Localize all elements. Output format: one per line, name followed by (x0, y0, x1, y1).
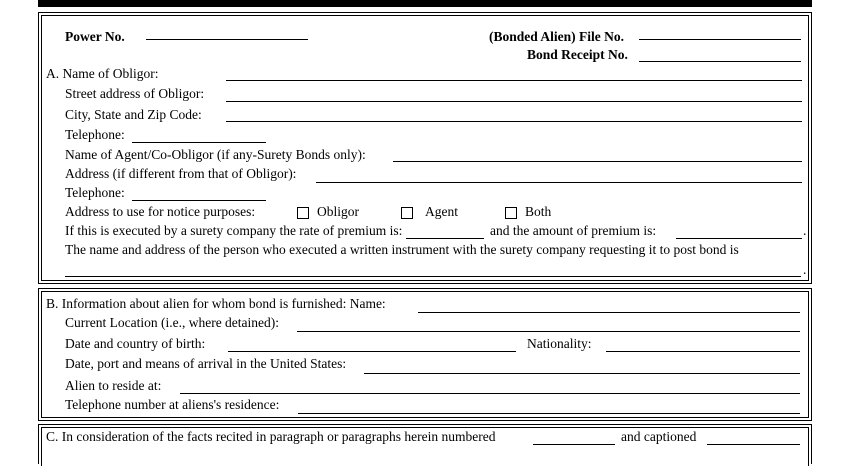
both-checkbox[interactable] (505, 207, 517, 219)
alien-name-label: B. Information about alien for whom bond is furnished: Name: (46, 296, 386, 311)
telephone2-field[interactable] (132, 200, 266, 201)
premium-rate-label: If this is executed by a surety company the rate of premium is: (65, 223, 403, 238)
instrument-person-field[interactable] (65, 276, 801, 277)
reside-field[interactable] (180, 393, 800, 394)
current-location-field[interactable] (297, 331, 800, 332)
notice-address-label: Address to use for notice purposes: (65, 204, 256, 219)
birth-field[interactable] (228, 351, 516, 352)
bond-receipt-field[interactable] (639, 61, 801, 62)
street-address-field[interactable] (226, 101, 802, 102)
period-mark: . (803, 262, 807, 277)
consideration-label: C. In consideration of the facts recited in paragraph or paragraphs herein numbered (46, 429, 496, 444)
file-no-label: (Bonded Alien) File No. (489, 29, 625, 44)
agent-option-label: Agent (425, 204, 458, 219)
obligor-name-field[interactable] (226, 80, 802, 81)
agent-name-label: Name of Agent/Co-Obligor (if any-Surety Bonds only): (65, 147, 366, 162)
premium-amount-field[interactable] (676, 238, 802, 239)
city-state-zip-field[interactable] (226, 121, 802, 122)
street-address-label: Street address of Obligor: (65, 86, 205, 101)
power-no-label: Power No. (65, 29, 125, 44)
obligor-checkbox[interactable] (297, 207, 309, 219)
instrument-person-label: The name and address of the person who executed a written instrument with the surety company requesting it to post bond is (65, 242, 739, 257)
premium-rate-field[interactable] (406, 238, 484, 239)
telephone-field[interactable] (132, 142, 266, 143)
telephone-label: Telephone: (65, 127, 125, 142)
alien-name-field[interactable] (418, 312, 800, 313)
nationality-field[interactable] (606, 351, 800, 352)
agent-name-field[interactable] (393, 161, 802, 162)
period-mark: . (803, 223, 807, 238)
premium-amount-label: and the amount of premium is: (490, 223, 657, 238)
address-different-label: Address (if different from that of Obligor): (65, 166, 297, 181)
telephone2-label: Telephone: (65, 185, 125, 200)
residence-phone-label: Telephone number at aliens's residence: (65, 397, 280, 412)
paragraph-numbers-field[interactable] (533, 444, 615, 445)
birth-label: Date and country of birth: (65, 336, 206, 351)
captioned-field[interactable] (707, 444, 800, 445)
power-no-field[interactable] (146, 39, 308, 40)
agent-checkbox[interactable] (401, 207, 413, 219)
address-different-field[interactable] (316, 182, 802, 183)
both-option-label: Both (525, 204, 552, 219)
reside-label: Alien to reside at: (65, 378, 162, 393)
captioned-label: and captioned (621, 429, 697, 444)
arrival-label: Date, port and means of arrival in the United States: (65, 356, 347, 371)
arrival-field[interactable] (364, 373, 800, 374)
current-location-label: Current Location (i.e., where detained): (65, 315, 280, 330)
residence-phone-field[interactable] (298, 413, 800, 414)
top-border-bar (38, 0, 812, 7)
nationality-label: Nationality: (527, 336, 592, 351)
obligor-name-label: A. Name of Obligor: (46, 66, 159, 81)
file-no-field[interactable] (639, 39, 801, 40)
bond-receipt-label: Bond Receipt No. (527, 47, 628, 62)
city-state-zip-label: City, State and Zip Code: (65, 107, 202, 122)
obligor-option-label: Obligor (317, 204, 359, 219)
